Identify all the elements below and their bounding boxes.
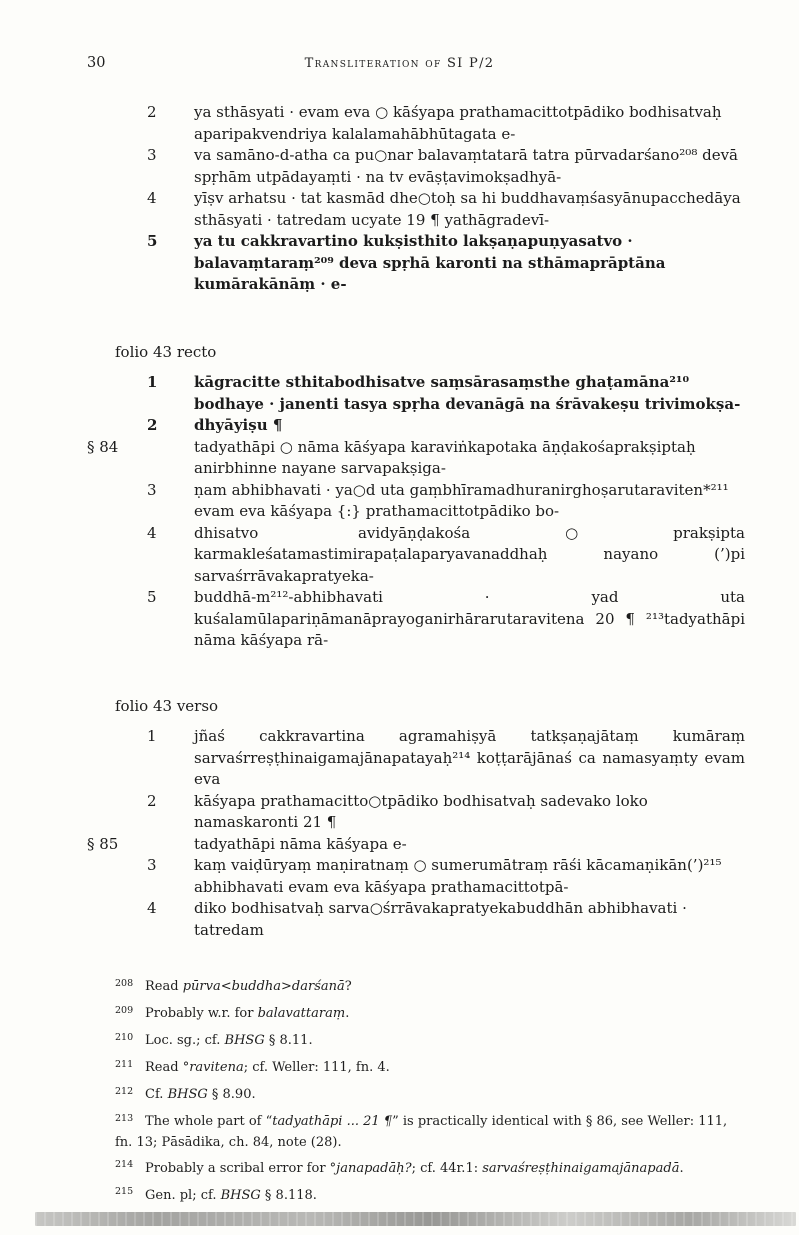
footnote-text-segment: Gen. pl; cf. (145, 1187, 221, 1203)
line-number: 4 (147, 523, 157, 542)
line-number: 1 (147, 373, 158, 391)
footnote-text (145, 1161, 684, 1176)
footnote-text-segment: BHSG (167, 1087, 208, 1102)
line-number: 3 (147, 856, 157, 874)
line-text: tadyathāpi nāma kāśyapa e- (194, 834, 407, 853)
body-line (87, 480, 745, 523)
footnote-text-segment: pūrva<buddha>darśanā (182, 979, 345, 994)
body-line (87, 145, 745, 188)
footnotes-section (87, 977, 745, 1206)
section-marker (87, 231, 147, 296)
running-title: Transliteration of SI P/2 (304, 56, 495, 71)
footnote-text (145, 1188, 317, 1203)
body-line (87, 587, 745, 652)
body-line (87, 188, 745, 231)
body-line (87, 855, 745, 898)
footnote-text-segment: . (679, 1160, 684, 1176)
footnote-marker: 212 (115, 1085, 134, 1097)
footnote-marker: 210 (115, 1031, 134, 1043)
footnote (115, 1159, 735, 1180)
line-text: tadyathāpi ○ nāma kāśyapa karaviṅkapotaka āṇḍakośaprakṣiptaḥ anirbhinne nayane sarvapakṣiga- (194, 437, 696, 477)
section-marker (87, 855, 147, 898)
line-text: yīṣv arhatsu · tat kasmād dhe○toḥ sa hi buddhavaṃśasyānupacchedāya sthāsyati · tatredam ucyate 19 ¶ yathāgradevī- (194, 189, 741, 229)
section-marker (87, 102, 147, 145)
line-number: 2 (147, 791, 157, 810)
page-header (0, 0, 799, 78)
line-text: ṇam abhibhavati · ya○d uta gaṃbhīramadhuranirghoṣarutaraviten*²¹¹ evam eva kāśyapa {:} prathamacittotpādiko bo- (194, 480, 729, 520)
footnote-text-segment: ? (344, 979, 352, 994)
line-number: 5 (147, 232, 158, 250)
footnote-text-segment: § 8.90. (207, 1087, 256, 1102)
footnote-text (145, 1006, 349, 1021)
footnote-text-segment: Read (145, 1060, 183, 1075)
scan-artifact-bar (35, 1212, 796, 1226)
footnote-marker: 208 (115, 977, 134, 989)
line-text: jñaś cakkravartina agramahiṣyā tatkṣaṇajātaṃ kumāraṃ sarvaśrreṣṭhinaigamajānapatayaḥ²¹⁴ koṭṭarājānaś ca namasyaṃty evam eva (194, 727, 745, 788)
line-number: 3 (147, 480, 157, 499)
footnote-text-segment: Read (145, 979, 183, 994)
line-text: kaṃ vaiḍūryaṃ maṇiratnaṃ ○ sumerumātraṃ rāśi kācamaṇikān(’)²¹⁵ abhibhavati evam eva kāśyapa prathamacittotpā- (194, 856, 722, 896)
section-marker (87, 480, 147, 523)
folio-label-recto: folio 43 recto (115, 342, 217, 361)
footnote (115, 1031, 735, 1052)
body-line (87, 898, 745, 941)
footnote (115, 1112, 735, 1152)
body-line (87, 102, 745, 145)
footnote-text (145, 979, 352, 994)
footnote-text (145, 1060, 390, 1075)
footnote (115, 1058, 735, 1079)
line-text: dhisatvo avidyāṇḍakośa○prakṣipta karmakleśatamastimirapaṭalaparyavanaddhaḥ nayano (’)pi sarvaśrrāvakapratyeka- (194, 523, 745, 585)
footnote (115, 1004, 735, 1025)
footnote-text-segment: . (345, 1006, 350, 1021)
body-line (87, 726, 745, 791)
footnote-text-segment: BHSG (224, 1033, 265, 1048)
line-number (147, 834, 194, 856)
line-text: kāgracitte sthitabodhisatve saṃsārasaṃsthe ghaṭamāna²¹⁰ bodhaye · janenti tasya spṛha devanāgā na śrāvakeṣu trivimokṣa- (194, 373, 741, 413)
line-number: 4 (147, 189, 157, 207)
page-number: 30 (87, 55, 106, 71)
footnote-text-segment: ; cf. 44r.1: (411, 1160, 483, 1176)
section-marker (87, 415, 147, 437)
line-number: 1 (147, 727, 157, 745)
line-number: 3 (147, 146, 157, 164)
line-text: ya sthāsyati · evam eva ○ kāśyapa prathamacittotpādiko bodhisatvaḥ aparipakvendriya kalalamahābhūtagata e- (194, 103, 722, 143)
footnote-text (145, 1087, 256, 1102)
body-line-section-84 (87, 437, 745, 480)
footnote-text-segment: BHSG (220, 1187, 261, 1203)
footnote (115, 1186, 735, 1207)
body-line-verse (87, 372, 745, 415)
body-line-section-85 (87, 834, 745, 856)
footnote-text-segment: °janapadāḥ? (329, 1160, 412, 1176)
footnote-text (115, 1114, 727, 1150)
footnote-text-segment: § 8.118. (260, 1187, 317, 1203)
line-text: dhyāyiṣu ¶ (194, 416, 283, 434)
body-line-verse (87, 415, 745, 437)
footnote-text-segment: § 8.11. (264, 1033, 313, 1048)
line-text: buddhā-m²¹²-abhibhavati · yad uta kuśalamūlapariṇāmanāprayoganirhārarutaravitena 20 ¶ ²¹³tadyathāpi nāma kāśyapa rā- (194, 588, 745, 649)
footnote-marker: 215 (115, 1186, 134, 1197)
section-marker (87, 188, 147, 231)
footnote-text-segment: °ravitena (182, 1060, 244, 1075)
footnote-text-segment: tadyathāpi ... 21 ¶ (272, 1114, 393, 1129)
footnote-text-segment: The whole part of “ (145, 1114, 273, 1129)
section-marker (87, 587, 147, 652)
body-line (87, 523, 745, 588)
line-number: 2 (147, 416, 158, 434)
line-text: diko bodhisatvaḥ sarva○śrrāvakapratyekabuddhān abhibhavati · tatredam (194, 899, 687, 939)
line-text: kāśyapa prathamacitto○tpādiko bodhisatvaḥ sadevako loko namaskaronti 21 ¶ (194, 791, 648, 831)
footnote-marker: 209 (115, 1004, 134, 1016)
line-number: 4 (147, 899, 157, 917)
section-marker (87, 523, 147, 588)
footnote-text-segment: Probably w.r. for (145, 1006, 258, 1021)
line-number: 5 (147, 588, 157, 606)
footnote-marker: 211 (115, 1058, 134, 1070)
section-marker (87, 791, 147, 834)
footnote-text-segment: Probably a scribal error for (145, 1160, 330, 1176)
footnote-text-segment: Cf. (145, 1087, 168, 1102)
footnote-marker: 214 (115, 1159, 134, 1170)
section-marker (87, 372, 147, 415)
body-line-verse (87, 231, 745, 296)
footnote-text-segment: Loc. sg.; cf. (145, 1033, 225, 1048)
footnote-text (145, 1033, 313, 1048)
footnote (115, 1085, 735, 1106)
section-marker (87, 898, 147, 941)
footnote (115, 977, 735, 998)
section-marker: § 84 (87, 437, 119, 456)
footnote-marker: 213 (115, 1112, 134, 1124)
line-number (147, 437, 194, 480)
footnote-text-segment: balavattaraṃ (257, 1006, 346, 1021)
folio-label-verso: folio 43 verso (115, 696, 219, 715)
section-marker (87, 726, 147, 791)
transliteration-body (0, 78, 799, 1206)
footnote-text-segment: ; cf. Weller: 111, fn. 4. (243, 1060, 390, 1075)
footnote-text-segment: ” is practically identical with § 86, see Weller: 111, fn. 13; Pāsādika, ch. 84, note (28). (115, 1114, 728, 1150)
section-marker: § 85 (87, 834, 119, 853)
line-number: 2 (147, 103, 157, 121)
body-line (87, 791, 745, 834)
footnote-text-segment: sarvaśreṣṭhinaigamajānapadā (482, 1160, 680, 1176)
line-text: ya tu cakkravartino kukṣisthito lakṣaṇapuṇyasatvo · balavaṃtaraṃ²⁰⁹ deva spṛhā karonti na sthāmaprāptāna kumārakānāṃ · e- (194, 232, 666, 293)
section-marker (87, 145, 147, 188)
line-text: va samāno-d-atha ca pu○nar balavaṃtatarā tatra pūrvadarśano²⁰⁸ devā spṛhām utpādayaṃti · na tv evāṣṭavimokṣadhyā- (194, 146, 738, 186)
